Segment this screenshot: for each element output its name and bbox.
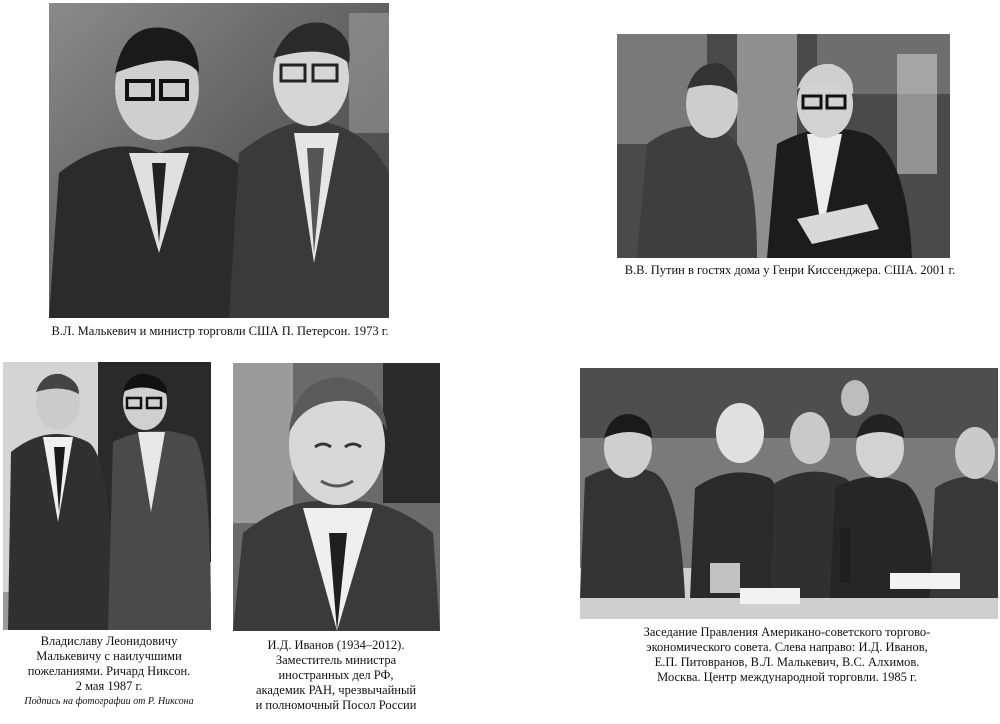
caption-line: и полномочный Посол России [255,698,417,712]
caption-ivanov-portrait [228,638,444,713]
caption-line: Заместитель министра [275,653,397,667]
caption-putin-kissinger: В.В. Путин в гостях дома у Генри Киссенджера. США. 2001 г. [624,263,956,277]
caption-line: пожеланиями. Ричард Никсон. [27,664,191,678]
photo-putin-kissinger [617,34,950,258]
caption-line: иностранных дел РФ, [278,668,394,682]
caption-nixon-malkevich [6,634,212,708]
caption-line: академик РАН, чрезвычайный [255,683,417,697]
caption-line: Е.П. Питовранов, В.Л. Малькевич, В.С. Алхимов. [654,655,920,669]
caption-line: Владиславу Леонидовичу [40,634,178,648]
caption-line: Заседание Правления Американо-советского торгово- [643,625,931,639]
photo-nixon-malkevich [3,362,211,630]
caption-line: Малькевичу с наилучшими [36,649,182,663]
caption-line: И.Д. Иванов (1934–2012). [267,638,405,652]
photo-ivanov-portrait [233,363,440,631]
caption-line: экономического совета. Слева направо: И.Д. Иванов, [646,640,928,654]
photo-malkevich-peterson [49,3,389,318]
photo-board-meeting [580,368,998,619]
caption-malkevich-peterson: В.Л. Малькевич и министр торговли США П. Петерсон. 1973 г. [51,324,389,338]
caption-board-meeting [575,625,999,685]
caption-note: Подпись на фотографии от Р. Никсона [24,696,194,707]
caption-line: 2 мая 1987 г. [75,679,143,693]
caption-line: Москва. Центр международной торговли. 1985 г. [657,670,917,684]
